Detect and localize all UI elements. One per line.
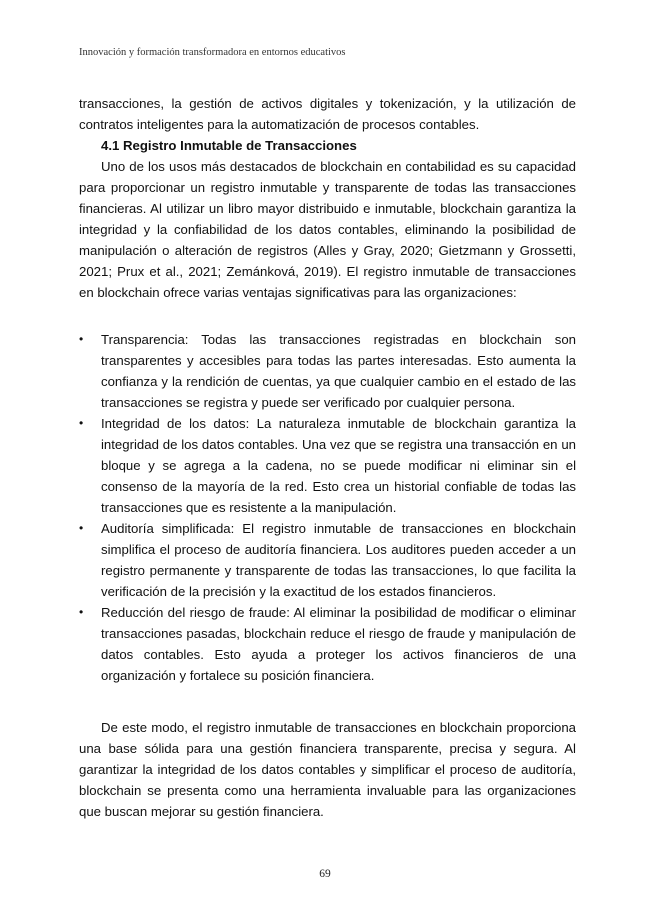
bullet-icon: • <box>79 332 84 346</box>
page-number: 69 <box>319 868 331 880</box>
list-item <box>79 518 576 602</box>
list-item <box>79 329 576 413</box>
section-heading: 4.1 Registro Inmutable de Transacciones <box>101 138 357 153</box>
conclusion-paragraph: De este modo, el registro inmutable de transacciones en blockchain proporciona una base sólida para una gestión financiera transparente, precisa y segura. Al garantizar la integridad de los datos contables y simplificar el proceso de auditoría, blockchain se presenta como una herramienta invaluable para las organizaciones que buscan mejorar su gestión financiera. <box>79 720 576 819</box>
list-item <box>79 413 576 518</box>
list-item-text: Reducción del riesgo de fraude: Al eliminar la posibilidad de modificar o eliminar transacciones pasadas, blockchain reduce el riesgo de fraude y manipulación de datos contables. Esto ayuda a proteger los activos financieros de una organización y fortalece su posición financiera. <box>101 605 576 683</box>
section-paragraph: Uno de los usos más destacados de blockchain en contabilidad es su capacidad para proporcionar un registro inmutable y transparente de todas las transacciones financieras. Al utilizar un libro mayor distribuido e inmutable, blockchain garantiza la integridad y la confiabilidad de los datos contables, eliminando la posibilidad de manipulación o alteración de registros (Alles y Gray, 2020; Gietzmann y Grossetti, 2021; Prux et al., 2021; Zemánková, 2019). El registro inmutable de transacciones en blockchain ofrece varias ventajas significativas para las organizaciones: <box>79 159 576 300</box>
bullet-icon: • <box>79 521 84 535</box>
list-item-text: Integridad de los datos: La naturaleza inmutable de blockchain garantiza la integridad de los datos contables. Una vez que se registra una transacción en un bloque y se agrega a la cadena, no se puede modificar ni eliminar sin el consenso de la mayoría de la red. Esto crea un historial confiable de todas las transacciones que es resistente a la manipulación. <box>101 416 576 515</box>
bullet-icon: • <box>79 605 84 619</box>
list-item <box>79 602 576 686</box>
bullet-icon: • <box>79 416 84 430</box>
intro-paragraph: transacciones, la gestión de activos digitales y tokenización, y la utilización de contratos inteligentes para la automatización de procesos contables. <box>79 96 576 132</box>
page-body <box>79 93 576 822</box>
list-item-text: Auditoría simplificada: El registro inmutable de transacciones en blockchain simplifica el proceso de auditoría financiera. Los auditores pueden acceder a un registro permanente y transparente de todas las transacciones, lo que facilita la verificación de la precisión y la exactitud de los estados financieros. <box>101 521 576 599</box>
advantages-list <box>79 329 576 686</box>
running-header: Innovación y formación transformadora en entornos educativos <box>79 47 346 58</box>
list-item-text: Transparencia: Todas las transacciones registradas en blockchain son transparentes y accesibles para todas las partes interesadas. Esto aumenta la confianza y la rendición de cuentas, ya que cualquier cambio en el estado de las transacciones se registra y puede ser verificado por cualquier persona. <box>101 332 576 410</box>
